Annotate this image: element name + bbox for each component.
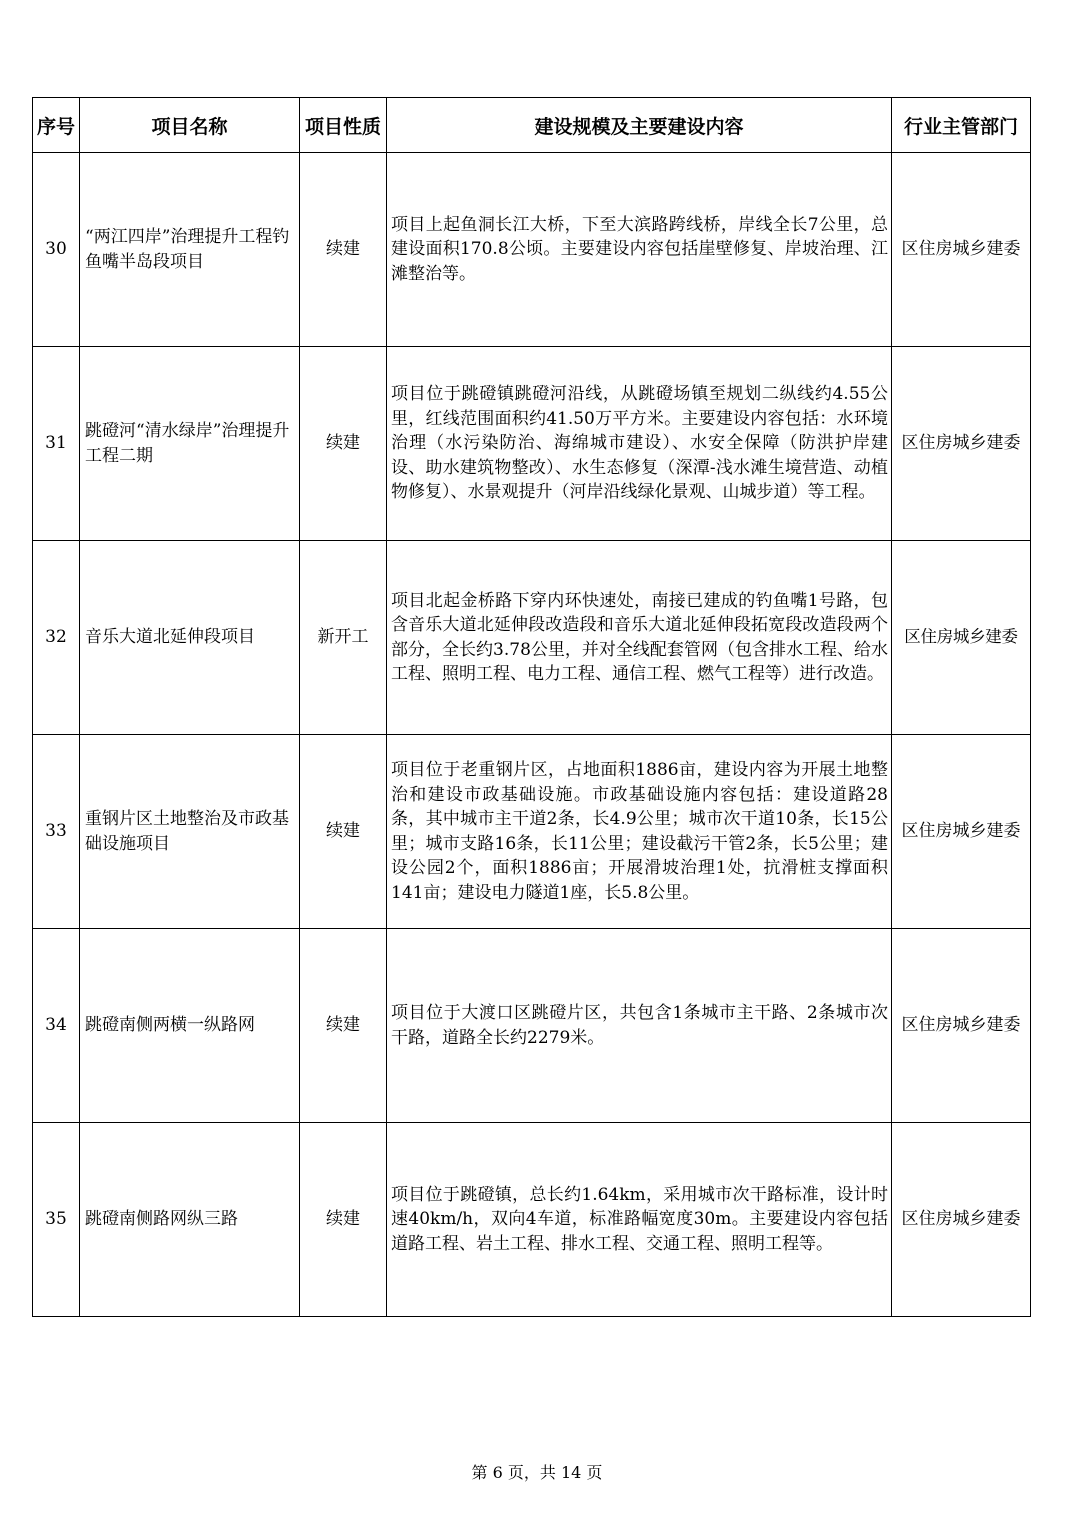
table-row (33, 541, 1031, 735)
department: 区住房城乡建委 (892, 735, 1031, 929)
department: 区住房城乡建委 (892, 153, 1031, 347)
project-nature: 续建 (300, 153, 387, 347)
page-footer: 第 6 页，共 14 页 (471, 1463, 603, 1482)
project-name: 跳磴南侧路网纵三路 (80, 1123, 300, 1317)
table-row (33, 1123, 1031, 1317)
department: 区住房城乡建委 (892, 1123, 1031, 1317)
project-name: “两江四岸”治理提升工程钓鱼嘴半岛段项目 (80, 153, 300, 347)
row-number: 31 (33, 347, 80, 541)
row-number: 34 (33, 929, 80, 1123)
table-row (33, 929, 1031, 1123)
table-row (33, 347, 1031, 541)
project-nature: 续建 (300, 1123, 387, 1317)
project-nature: 新开工 (300, 541, 387, 735)
table-row (33, 735, 1031, 929)
project-table (32, 97, 1031, 1317)
row-number: 33 (33, 735, 80, 929)
construction-content: 项目位于跳磴镇跳磴河沿线，从跳磴场镇至规划二纵线约4.55公里，红线范围面积约41.50万平方米。主要建设内容包括：水环境治理（水污染防治、海绵城市建设）、水安全保障（防洪护岸建设、助水建筑物整改）、水生态修复（深潭-浅水滩生境营造、动植物修复）、水景观提升（河岸沿线绿化景观、山城步道）等工程。 (387, 347, 892, 541)
project-name: 跳磴南侧两横一纵路网 (80, 929, 300, 1123)
department: 区住房城乡建委 (892, 541, 1031, 735)
table-row (33, 153, 1031, 347)
header-project-name: 项目名称 (80, 98, 300, 153)
row-number: 35 (33, 1123, 80, 1317)
project-name: 跳磴河“清水绿岸”治理提升工程二期 (80, 347, 300, 541)
department: 区住房城乡建委 (892, 347, 1031, 541)
project-name: 重钢片区土地整治及市政基础设施项目 (80, 735, 300, 929)
header-project-nature: 项目性质 (300, 98, 387, 153)
construction-content: 项目位于大渡口区跳磴片区，共包含1条城市主干路、2条城市次干路，道路全长约2279米。 (387, 929, 892, 1123)
project-nature: 续建 (300, 347, 387, 541)
project-nature: 续建 (300, 929, 387, 1123)
row-number: 32 (33, 541, 80, 735)
construction-content: 项目上起鱼洞长江大桥，下至大滨路跨线桥，岸线全长7公里，总建设面积170.8公顷。主要建设内容包括崖壁修复、岸坡治理、江滩整治等。 (387, 153, 892, 347)
construction-content: 项目位于老重钢片区，占地面积1886亩，建设内容为开展土地整治和建设市政基础设施。市政基础设施内容包括：建设道路28条，其中城市主干道2条，长4.9公里；城市次干道10条，长15公里；城市支路16条，长11公里；建设截污干管2条，长5公里；建设公园2个，面积1886亩；开展滑坡治理1处，抗滑桩支撑面积141亩；建设电力隧道1座，长5.8公里。 (387, 735, 892, 929)
construction-content: 项目北起金桥路下穿内环快速处，南接已建成的钓鱼嘴1号路，包含音乐大道北延伸段改造段和音乐大道北延伸段拓宽段改造段两个部分，全长约3.78公里，并对全线配套管网（包含排水工程、给水工程、照明工程、电力工程、通信工程、燃气工程等）进行改造。 (387, 541, 892, 735)
project-nature: 续建 (300, 735, 387, 929)
row-number: 30 (33, 153, 80, 347)
project-name: 音乐大道北延伸段项目 (80, 541, 300, 735)
header-construction-content: 建设规模及主要建设内容 (387, 98, 892, 153)
table-header-row (33, 98, 1031, 153)
construction-content: 项目位于跳磴镇，总长约1.64km，采用城市次干路标准，设计时速40km/h，双向4车道，标准路幅宽度30m。主要建设内容包括道路工程、岩土工程、排水工程、交通工程、照明工程等。 (387, 1123, 892, 1317)
department: 区住房城乡建委 (892, 929, 1031, 1123)
header-department: 行业主管部门 (892, 98, 1031, 153)
header-serial-number: 序号 (33, 98, 80, 153)
